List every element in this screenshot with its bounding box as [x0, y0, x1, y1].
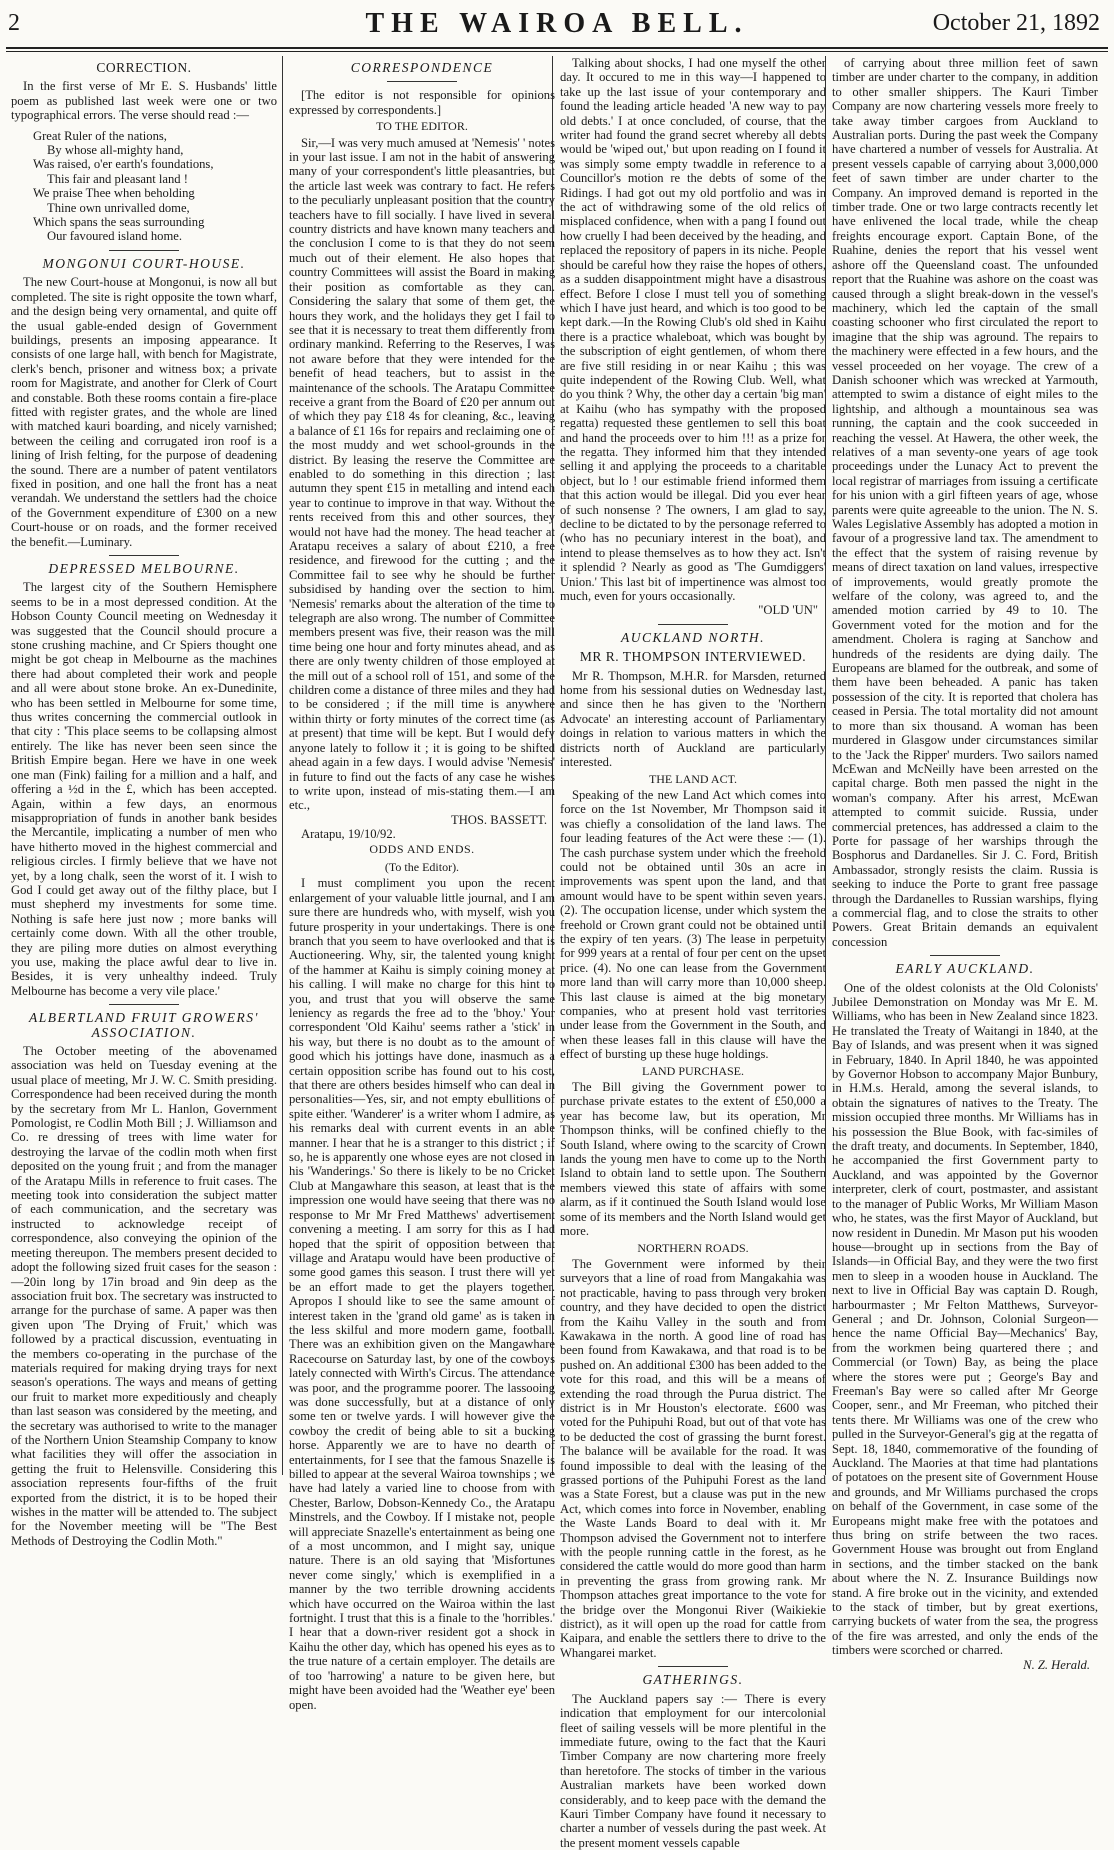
poem-line: Thine own unrivalled dome, [47, 200, 190, 215]
poem [33, 129, 277, 244]
interview-text: Mr R. Thompson, M.H.R. for Marsden, returned home from his sessional duties on Wednesday last, and since then he has given to the 'Northern Advocate' an interesting account of Parliamentary doings in relation to various matters in which the districts north of Auckland are particularly interested. [560, 668, 826, 770]
page-number: 2 [8, 10, 20, 36]
correction-text: In the first verse of Mr E. S. Husbands' little poem as published last week were one or two typographical errors. The verse should read :— [11, 79, 277, 123]
albertland-heading: ALBERTLAND FRUIT GROWERS' ASSOCIATION. [29, 1010, 259, 1040]
poem-line: By whose all-mighty hand, [47, 143, 184, 158]
to-editor: TO THE EDITOR. [376, 119, 468, 134]
land-purchase-text: The Bill giving the Government power to purchase private estates to the extent of £50,000 a year has become law, but its operation, Mr Thompson thinks, will be confined chiefly to the South Island, where owing to the scarcity of Crown lands the young men have to come up to the North Island to obtain land to settle upon. The Southern members viewed this state of affairs with some alarm, as if it continued the South Island would lose some of its members and the North Island would get more. [560, 1080, 826, 1239]
old-un-signature: "OLD 'UN" [758, 603, 818, 618]
letter-date: Aratapu, 19/10/92. [301, 827, 396, 842]
odds-sub: (To the Editor). [384, 859, 460, 874]
mongonui-text: The new Court-house at Mongonui, is now all but completed. The site is right opposite the town wharf, and the design being very ornamental, and quite off the usual gable-ended design of Government buildings, presents an imposing appearance. It consists of one large hall, with bench for Magistrate, clerk's bench, prisoner and witness box; a private room for Magistrate, and another for Clerk of Court and constable. Both these rooms contain a fire-place fitted with register grates, and the whole are lined with matched kauri boarding, and nicely varnished; between the ceiling and corrugated iron roof is a lining of Irish felting, for the purpose of deadening the sound. There are a number of patent ventilators fixed in position, and one hall the front has a neat verandah. We understand the settlers had the choice of the Government expenditure of £300 on a new Court-house or on roads, and the former received the benefit.—Luminary. [11, 275, 277, 549]
separator [930, 955, 1000, 956]
poem-line: Our favoured island home. [47, 229, 182, 244]
column-4 [832, 56, 1098, 1672]
separator [109, 555, 179, 556]
column-divider [282, 56, 283, 1475]
issue-date: October 21, 1892 [932, 10, 1100, 36]
newspaper-title: THE WAIROA BELL. [365, 8, 749, 39]
land-purchase-heading: LAND PURCHASE. [641, 1063, 744, 1078]
poem-line: Which spans the seas surrounding [33, 215, 205, 230]
correspondence-heading: CORRESPONDENCE [350, 60, 494, 75]
separator [658, 1666, 728, 1667]
letter-bassett: Sir,—I was very much amused at 'Nemesis' ' notes in your last issue. I am not in the habit of answering many of your correspondent's little pleasantries, but the article last week was contrary to fact. He refers to the peculiarly unpleasant position that the country teachers have to fill socially. I have lived in several country districts and have known many teachers and the conclusion I come to is that they do not seem much out of their element. He also hopes that country Committees will assist the Board in making their position as comfortable as they can. Considering the salary that some of them get, the hours they work, and the holidays they get I fail to see that it is necessary to treat them differently from ordinary mankind. Referring to the Reserves, I was not aware before that they were intended for the benefit of head teachers, but to assist in the maintenance of the schools. The Aratapu Committee receive a grant from the Board of £20 per annum out of which they pay £18 4s for cleaning, &c., leaving a balance of £1 16s for repairs and reclaiming one of the most muddy and wet school-grounds in the district. By leasing the reserve the Committee are enabled to do something in this direction ; last autumn they spent £15 in metalling and intend each year to continue to improve in that way. Without the rents received from this and other sources, they would not have had the money. The head teacher at Aratapu receives a salary of about £210, a free residence, and firewood for the cutting ; and the Committee fail to see why he should be further subsidised by handing over the section to him. 'Nemesis' remarks about the alteration of the time to telegraph are also wrong. The number of Committee members present was five, their reason was the mill time being one hour and forty minutes ahead, and as there are only twenty children of those employed at the mill out of a school roll of 151, and some of the children come a distance of three miles and they had to be considered ; if the mill time is anywhere within thirty or forty minutes of the correct time (as at present) that time will be kept. But I would defy anyone lately to follow it ; it is going to be shifted ahead again in a few days. I would advise 'Nemesis' in future to find out the facts of any case he wishes to write upon, instead of mis-stating them.—I am etc., [289, 135, 555, 813]
gatherings-heading: GATHERINGS. [642, 1672, 744, 1688]
early-auckland-source: N. Z. Herald. [1023, 1657, 1090, 1672]
separator [387, 81, 457, 82]
auckland-north-heading: AUCKLAND NORTH. [620, 629, 766, 645]
masthead [0, 0, 1114, 50]
timber-news-text: of carrying about three million feet of sawn timber are under charter to the company, in addition to other smaller shippers. The Kauri Timber Company are now chartering vessels more freely to take away timber cargoes from Auckland to Australian ports. During the past week the Company have chartered a number of vessels for Australia. At present vessels capable of carrying about 3,000,000 feet of sawn timber are under charter to the Company. An improved demand is reported in the timber trade. One or two large contracts recently let have enlivened the local trade, while the cheap freights encourage export. Captain Bone, of the Ruahine, denies the report that his vessel went ashore off the Queensland coast. The unfounded report that the Ruahine was ashore on the coast was caused through a slight break-down in the vessel's machinery, which led the captain of the small coasting schooner who first circulated the report to imagine that the ship was aground. The repairs to the machinery were effected in a few hours, and the vessel proceeded on her voyage. The crew of a Danish schooner which was wrecked at Yarmouth, attempted to swim a distance of eight miles to the lightship, and although a mountainous sea was running, the captain and the cook succeeded in reaching the vessel. At Hawera, the other week, the relatives of a man seventy-one years of age took proceedings under the Lunacy Act to prevent the local registrar of marriages from issuing a certificate for his union with a girl fifteen years of age, whose parents were quite agreeable to the union. The N. S. Wales Legislative Assembly has adopted a motion in favour of a progressive land tax. The amendment to the effect that the system of raising revenue by means of direct taxation on land values, irrespective of improvements, would greatly promote the welfare of the colony, was agreed to, and the amended motion carried by 49 to 10. The Government voted for the motion and for the amendment. Cholera is raging at Sanchow and hundreds of the residents are dying daily. The Europeans are blamed for the outbreak, and some of them have been beheaded. A panic has taken possession of the city. It is reported that cholera has ceased in Persia. The total mortality did not amount to more than six thousand. A woman has been murdered in Glasgow under circumstances similar to the 'Jack the Ripper' murders. Two sailors named McEwan and McNeilly have been arrested on the capital charge. Both men passed the night in the woman's company. After his arrest, McEwan attempted to commit suicide. Russia, under commercial pretences, has addressed a claim to the Porte for passage of her warships through the Bosphorus and Dardanelles. Sir J. C. Ford, British Ambassador, strongly resists the claim. Russia is seeking to induce the Porte to grant free passage through the Dardanelles to Russian warships, flying a commercial flag, and to close the straits to other Powers. Great Britain demands an equivalent concession [832, 56, 1098, 949]
albertland-text: The October meeting of the abovenamed association was held on Tuesday evening at the usual place of meeting, Mr J. W. C. Smith presiding. Correspondence had been received during the month by the secretary from Mr L. Hanlon, Government Pomologist, re Codlin Moth Bill ; J. Williamson and Co. re dressing of trees with lime water for destroying the larvae of the codlin moth when first deposited on the young fruit ; and from the manager of the Aratapu Mills in reference to fruit cases. The meeting took into consideration the subject matter of each communication, and the secretary was instructed to acknowledge receipt of correspondence, also conveying the opinion of the meeting thereupon. The members present decided to adopt the following sized fruit cases for the season :—20in long by 17in broad and 9in deep as the association fruit box. The secretary was instructed to arrange for the purchase of same. A paper was then given upon 'The Drying of Fruit,' which was followed by a practical discussion, eventuating in the members co-operating in the purchase of the materials required for making drying trays for next season's operations. The ways and means of getting our fruit to market more expeditiously and cheaply than last season was considered by the meeting, and the secretary was authorised to write to the manager of the Northern Union Steamship Company to know what facilities they will offer the association in getting the fruit to Helensville. Considering this association represents four-fifths of the fruit exported from the district, it is to be hoped their wishes in the matter will be attended to. The subject for the November meeting will be "The Best Methods of Destroying the Codlin Moth." [11, 1044, 277, 1548]
letter-signature: THOS. BASSETT. [451, 812, 547, 827]
disclaimer: [The editor is not responsible for opinions expressed by correspondents.] [289, 88, 555, 117]
separator [109, 250, 179, 251]
northern-roads-heading: NORTHERN ROADS. [637, 1240, 749, 1255]
land-act-heading: THE LAND ACT. [648, 771, 738, 786]
gatherings-text: The Auckland papers say :— There is every indication that employment for our intercolonial fleet of sailing vessels will be more plentiful in the immediate future, owing to the fact that the Kauri Timber Company are now chartering more freely than heretofore. The stocks of timber in the various Australian markets have been worked down considerably, and to keep pace with the demand the Kauri Timber Company have found it necessary to charter a number of vessels during the past week. At the present moment vessels capable [560, 1691, 826, 1850]
odds-heading: ODDS AND ENDS. [369, 841, 475, 856]
mongonui-heading: MONGONUI COURT-HOUSE. [42, 255, 246, 271]
column-3 [560, 56, 826, 1850]
poem-line: We praise Thee when beholding [33, 186, 195, 201]
depressed-text: The largest city of the Southern Hemisphere seems to be in a most depressed condition. At the Hobson County Council meeting on Wednesday it was suggested that the Council should procure a stone crushing machine, and Cr Spiers thought one might be got cheap in Melbourne as the machines there had about completed their work and people and all were about stone broke. An ex-Dunedinite, who has been settled in Melbourne for some time, thus writes concerning the commercial outlook in that city : 'This place seems to be collapsing almost entirely. The like has never been seen since the British Empire began. Here we have in one week one man (Fink) failing for a million and a half, and offering a ½d in the £, which has been accepted. Again, within a few days, an enormous misappropriation of funds in another bank besides the Mercantile, implicating a number of men who have hitherto moved in the highest commercial and religious circles. I firmly believe that we have not yet, by a long chalk, seen the worst of it. I wish to God I could get away out of the filthy place, but I must shepherd my investments for some time. Nothing is safe here just now ; more banks will certainly come down. With all the other trouble, they are piling more duties on almost everything you use, making the place awful dear to live in. Besides, it is very unhealthy indeed. Truly Melbourne has become a very vile place.' [11, 580, 277, 998]
early-auckland-heading: EARLY AUCKLAND. [895, 961, 1035, 977]
masthead-rule [6, 47, 1108, 49]
column-2 [289, 56, 555, 1712]
odds-text: I must compliment you upon the recent enlargement of your valuable little journal, and I am sure there are hundreds who, with myself, wish you future prosperity in your undertakings. There is one branch that you seem to have overlooked and that is Auctioneering. Why, sir, the talented young knight of the hammer at Kaihu is simply coining money at his calling. I will make no charge for this hint to you, and trust that you will observe the same leniency as regards the free ad to the 'bhoy.' Your correspondent 'Old Kaihu' seems rather a 'stick' in his way, but there is no doubt as to the amount of good which his jottings have done, inasmuch as a certain opposition scribe has found out to his cost, that there are others besides himself who can deal in personalities—Yes, sir, and not empty ebullitions of spite either. 'Wanderer' is a writer whom I admire, as his remarks deal with current events in an able manner. I hear that he is a stranger to this district ; if so, he is apparently one whose eyes are not closed in his 'Wanderings.' So there is likely to be no Cricket Club at Mangawhare this season, at least that is the impression one would have seeing that there was no response to Mr Mr Fred Matthews' advertisement convening a meeting. I am sorry for this as I had hoped that the spirit of opposition between that village and Aratapu would have been productive of some good games this season. I trust there will yet be an effort made to get the players together. Apropos I should like to see the same amount of interest taken in the 'grand old game' as is taken in the less skilful and more modern game, football. There was an exhibition given on the Mangawhare Racecourse on Saturday last, by one of the cowboys lately connected with Wirth's Circus. The attendance was poor, and the programme poorer. The lassooing was done successfully, but at a distance of only some ten or twelve yards. I will however give the cowboy the credit of being able to sit a bucking horse. Apparently we are to have no dearth of entertainments, for I see that the famous Snazelle is billed to appear at the several Wairoa townships ; we have had lately a varied line to choose from with Chester, Barlow, Dobson-Kennedy Co., the Aratapu Minstrels, and the Cowboy. If I mistake not, people will appreciate Snazelle's entertainment as being one of a most uncommon, and I might say, unique nature. There is an old saying that 'Misfortunes never come singly,' which is exemplified in a manner by the two terrible drowning accidents which have occurred on the Wairoa within the last fortnight. I trust that this is a finale to the 'horribles.' I hear that a down-river resident got a shock in Kaihu the other day, which has opened his eyes as to the true nature of a certain employer. The details are of too 'harrowing' a nature to be given here, but might have been avoided had the 'Weather eye' been open. [289, 876, 555, 1712]
poem-line: This fair and pleasant land ! [47, 171, 188, 186]
depressed-heading: DEPRESSED MELBOURNE. [48, 561, 240, 576]
early-auckland-text: One of the oldest colonists at the Old Colonists' Jubilee Demonstration on Monday was Mr E. M. Williams, who has been in New Zealand since 1823. He translated the Treaty of Waitangi in 1840, at the Bay of Islands, and was present when it was signed in February, 1840. In April 1840, he was appointed by Governor Hobson to accompany Major Bunbury, in H.M.s. Herald, among the several islands, to obtain the signatures of natives to the Treaty. The mission occupied three months. Mr Williams has in his possession the Blue Book, with fac-similes of the draft treaty, and documents. In September, 1840, he accompanied the first Government party to Auckland, and was appointed by the Governor interpreter, clerk of court, postmaster, and assistant to the manager of Public Works, Mr William Mason who, he states, was the first Mayor of Auckland, but now resident in Dunedin. Mr Mason put his wooden house—brought up in sections from the Bay of Islands—in Official Bay, and they were the two first men to sleep in a wooden house in Auckland. The next to live in Official Bay was captain D. Rough, harbourmaster ; Mr Felton Matthews, Surveyor-General ; and Dr. Johnson, Colonial Surgeon—hence the name Official Bay—Mechanics' Bay, from the workmen being quartered there ; and Commercial (or Town) Bay, as being the place where the stores were put ; George's Bay and Freeman's Bay were so called after Mr George Cooper, senr., and Mr Freeman, who pitched their tents there. Mr Williams was one of the crew who pulled in the Surveyor-General's gig at the regatta of Sept. 18, 1840, commemorative of the founding of Auckland. The Maories at that time had plantations of potatoes on the present site of Government House and grounds, and Mr Williams purchased the crops on behalf of the Government, in case some of the Europeans might make free with the potatoes and thus bring on strife between the two races. Government House was brought out from England in sections, and the timber stacked on the bank about where the N. Z. Insurance Buildings now stand. A fire broke out in the vicinity, and extended to the stack of timber, but by great exertions, carrying buckets of water from the sea, the progress of the fire was arrested, and only the ends of the timbers were scorched or charred. [832, 980, 1098, 1658]
land-act-text: Speaking of the new Land Act which comes into force on the 1st November, Mr Thompson said it was chiefly a consolidation of the land laws. The four leading features of the Act were these :— (1). The cash purchase system under which the freehold could not be obtained until 30s an acre in improvements was spent upon the land, and that amount would have to be spent within seven years. (2). The occupation license, under which system the freehold or Crown grant could not be obtained until the expiry of ten years. (3) The lease in perpetuity for 999 years at a rental of four per cent on the upset price. (4). No one can lease from the Government more land than will carry more than 10,000 sheep. This last clause is aimed at the big monetary companies, who at present hold vast territories under lease from the Government in the South, and when these leases fall in this clause will have the effect of bursting up these huge holdings. [560, 787, 826, 1062]
masthead-rule-thin [6, 51, 1108, 52]
northern-roads-text: The Government were informed by their surveyors that a line of road from Mangakahia was not practicable, having to pass through very broken country, and they have decided to open the district from the Kaihu Valley in the south and from Kawakawa in the north. A good line of road has been found from Kawakawa, and that road is to be pushed on. An additional £300 has been added to the vote for this road, and this will be a means of extending the road through the Purua district. The district is in Mr Houston's electorate. £600 was voted for the Puhipuhi Road, but out of that vote has to be deducted the cost of grassing the burnt forest. The balance will be available for the road. It was found impossible to deal with the leasing of the grassed portions of the Puhipuhi Forest as the land was a State Forest, but a clause was put in the new Act, which comes into force in November, enabling the Waste Lands Board to deal with it. Mr Thompson advised the Government not to interfere with the people running cattle in the forest, as he considered the cattle would do more good than harm in preventing the grass from growing rank. Mr Thompson attaches great importance to the vote for the bridge over the Mongonui River (Waikiekie district), as it will open up the road for cattle from Kaipara, and enable the settlers there to drive to the Whangarei market. [560, 1256, 826, 1660]
interview-heading: MR R. THOMPSON INTERVIEWED. [579, 649, 807, 665]
poem-line: Was raised, o'er earth's foundations, [33, 157, 214, 172]
column-1 [11, 56, 277, 1548]
poem-line: Great Ruler of the nations, [33, 128, 167, 143]
correction-heading: CORRECTION. [96, 60, 192, 75]
separator [109, 1004, 179, 1005]
separator [658, 624, 728, 625]
shocks-text: Talking about shocks, I had one myself the other day. It occured to me in this way—I happened to take up the last issue of your contemporary and found the leading article headed 'A new way to pay old debts.' I at once concluded, of course, that the writer had found the grand secret whereby all debts would be 'wiped out,' but upon reading on I found it was simply some empty twaddle in reference to a Councillor's motion re the debts of some of the Ridings. I had got out my old portfolio and was in the act of withdrawing some of the old relics of misplaced confidence, when with a pang I found out how cruelly I had been deceived by the heading, and replaced the repository of papers in its niche. People should be careful how they raise the hopes of others, as a sudden disappointment might have a disastrous effect. Before I close I must tell you of something which I have just heard, and which is too good to be kept dark.—In the Rowing Club's old shed in Kaihu there is a practice whaleboat, which was bought by the subscription of eight gentlemen, of whom there are five still residing in or near Kaihu ; this was quite independent of the Rowing Club. Well, what do you think ? Why, the other day a certain 'big man' at Kaihu (who has sympathy with the proposed regatta) requested these gentlemen to sell this boat and hand the proceeds over to him !!! as a prize for the regatta. They informed him that they intended selling it and applying the proceeds to a charitable object, but lo ! our estimable friend informed them that this action would be illegal. Did you ever hear of such nonsense ? The owners, I am glad to say, decline to be dictated to by the personage referred to (who has no pecuniary interest in the boat), and intend to please themselves as to how they act. Isn't it splendid ? Nearly as good as 'The Gumdiggers' Union.' This last bit of impertinence was almost too much, even for yours occasionally. [560, 56, 826, 604]
